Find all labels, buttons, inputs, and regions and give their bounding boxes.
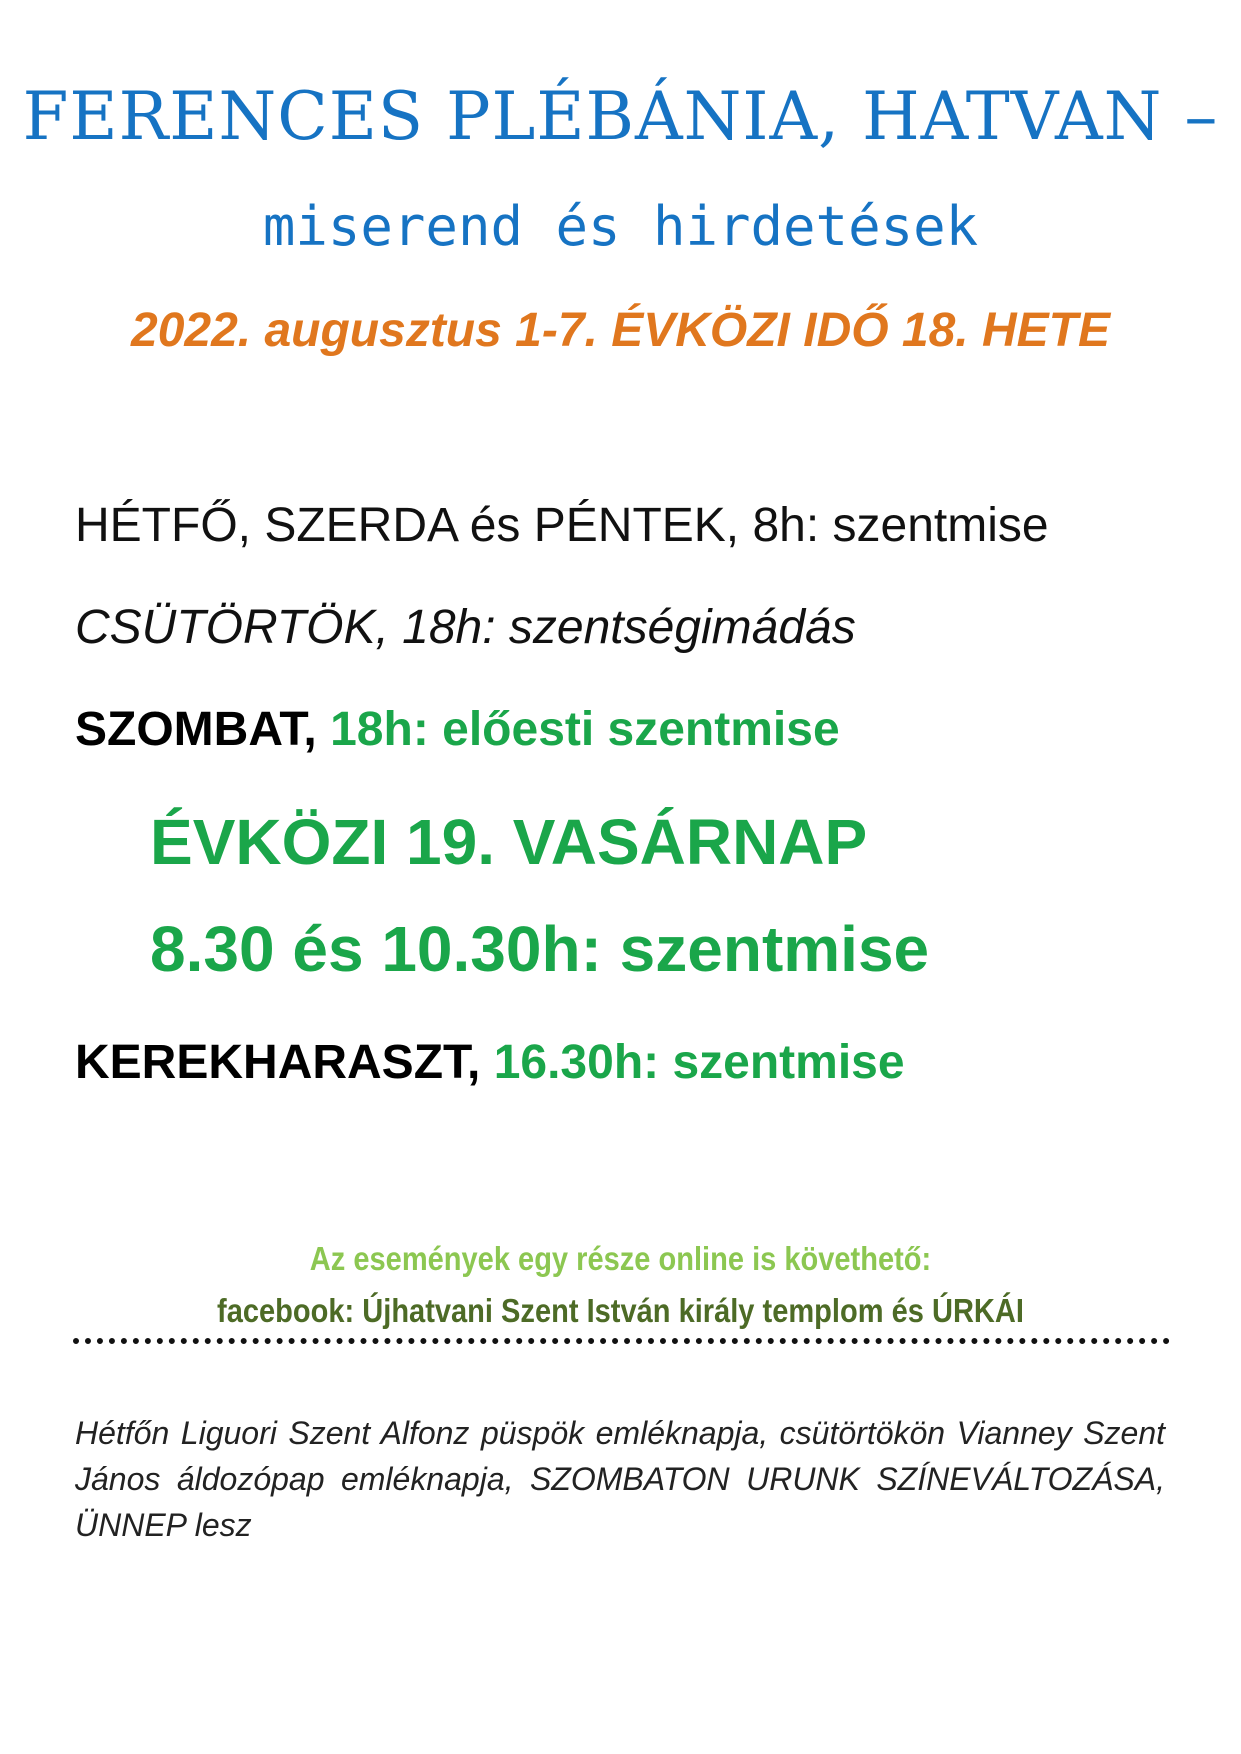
sunday-masses: 8.30 és 10.30h: szentmise: [150, 913, 930, 985]
thursday-schedule: CSÜTÖRTÖK, 18h: szentségimádás: [75, 601, 856, 654]
sunday-title: ÉVKÖZI 19. VASÁRNAP: [150, 806, 868, 878]
kerekharaszt-event: 16.30h: szentmise: [493, 1036, 905, 1089]
saturday-day: SZOMBAT,: [75, 703, 317, 756]
dotted-divider: [73, 1338, 1170, 1344]
saturday-event: 18h: előesti szentmise: [330, 703, 840, 756]
facebook-info: facebook: Újhatvani Szent István király templom és ÚRKÁI: [217, 1292, 1024, 1329]
week-heading: 2022. augusztus 1-7. ÉVKÖZI IDŐ 18. HETE: [131, 304, 1110, 357]
online-info: Az események egy része online is követhető:: [309, 1240, 932, 1277]
kerekharaszt-schedule: [75, 1035, 905, 1090]
saturday-schedule: [75, 702, 840, 757]
page-title: FERENCES PLÉBÁNIA, HATVAN –: [22, 78, 1219, 155]
kerekharaszt-place: KEREKHARASZT,: [75, 1036, 481, 1089]
feast-notice: Hétfőn Liguori Szent Alfonz püspök emléknapja, csütörtökön Vianney Szent János áldozópap emléknapja, SZOMBATON URUNK SZÍNEVÁLTOZÁSA, ÜNNEP lesz: [75, 1415, 1165, 1543]
page-subtitle: miserend és hirdetések: [262, 195, 979, 258]
weekday-schedule: HÉTFŐ, SZERDA és PÉNTEK, 8h: szentmise: [75, 499, 1049, 552]
